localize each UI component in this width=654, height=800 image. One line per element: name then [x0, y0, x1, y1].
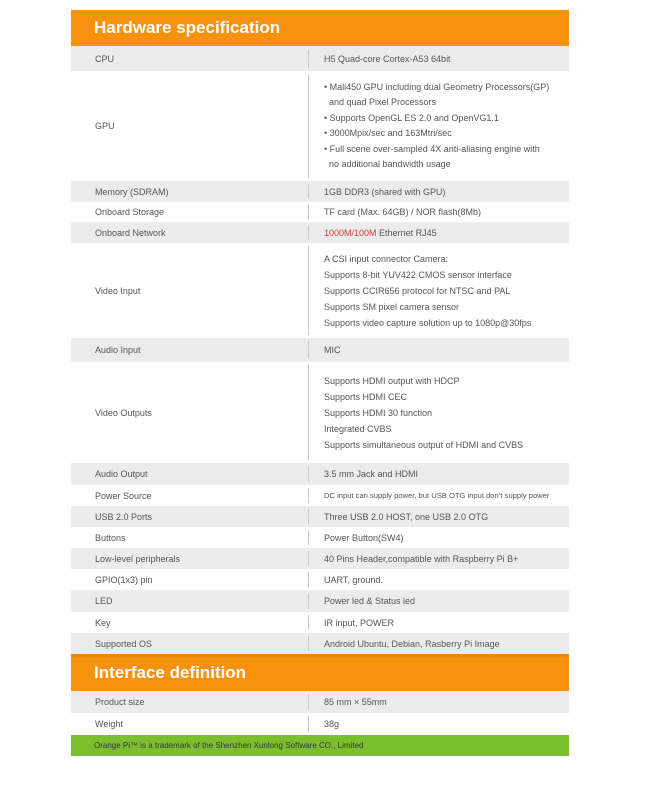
spec-value-text: MIC	[324, 345, 341, 355]
spec-line: Integrated CVBS	[324, 423, 392, 434]
spec-value	[309, 569, 569, 590]
spec-value-text: 3.5 mm Jack and HDMI	[324, 469, 419, 479]
spec-row-supported-os	[71, 633, 569, 654]
spec-label: Memory (SDRAM)	[95, 186, 169, 197]
spec-value-text: 38g	[324, 719, 340, 729]
spec-label: Low-level peripherals	[95, 553, 181, 564]
spec-row-weight	[71, 713, 569, 735]
spec-line: • Mali450 GPU including dual Geometry Processors(GP)	[324, 81, 550, 92]
spec-value	[309, 527, 569, 548]
spec-value	[309, 713, 569, 735]
spec-line: Supports 8-bit YUV422 CMOS sensor interface	[324, 269, 512, 280]
spec-label: Video Input	[95, 285, 141, 296]
spec-label: USB 2.0 Ports	[95, 511, 153, 522]
spec-value	[309, 362, 569, 463]
spec-line: Supports HDMI 30 function	[324, 407, 433, 418]
spec-value	[309, 612, 569, 633]
spec-label: Buttons	[95, 532, 126, 543]
spec-row-memory	[71, 181, 569, 202]
spec-value-text: IR input, POWER	[324, 617, 395, 628]
spec-label: Weight	[95, 719, 123, 729]
spec-row-cpu	[71, 46, 569, 71]
spec-row-audio-input	[71, 338, 569, 362]
spec-value	[309, 243, 569, 338]
spec-line: Supports CCIR656 protocol for NTSC and PAL	[324, 285, 511, 296]
spec-value	[309, 590, 569, 612]
spec-label: Key	[95, 617, 111, 628]
spec-value-text: 85 mm × 55mm	[324, 697, 387, 707]
spec-label: Supported OS	[95, 638, 153, 649]
spec-label: Power Source	[95, 490, 152, 501]
spec-row-low-level-peripherals	[71, 548, 569, 569]
spec-label: GPU	[95, 121, 115, 131]
spec-label: LED	[95, 596, 113, 606]
spec-line: and quad Pixel Processors	[324, 97, 437, 107]
spec-value	[309, 71, 569, 181]
spec-value	[309, 691, 569, 713]
spec-line: • 3000Mpix/sec and 163Mtri/sec	[324, 128, 452, 138]
spec-row-usb	[71, 506, 569, 527]
spec-line: Supports video capture solution up to 1080p@30fps	[324, 317, 532, 328]
spec-row-gpu	[71, 71, 569, 181]
trademark-footer: Orange Pi™ is a trademark of the Shenzhen Xunlong Software CO., Limited	[71, 735, 569, 756]
spec-row-gpio	[71, 569, 569, 590]
spec-value-text: UART, ground.	[324, 574, 383, 585]
interface-definition-header: Interface definition	[71, 654, 569, 691]
spec-value-text: DC input can supply power, but USB OTG input don’t supply power	[324, 490, 550, 500]
spec-row-key	[71, 612, 569, 633]
spec-row-video-input	[71, 243, 569, 338]
spec-value-text: Three USB 2.0 HOST, one USB 2.0 OTG	[324, 511, 489, 522]
spec-value	[309, 222, 569, 243]
spec-sheet	[71, 10, 569, 756]
spec-label: Audio Output	[95, 469, 148, 479]
spec-row-buttons	[71, 527, 569, 548]
spec-row-product-size	[71, 691, 569, 713]
spec-value	[309, 338, 569, 362]
spec-value-text: Power led & Status led	[324, 596, 416, 606]
spec-row-network	[71, 222, 569, 243]
spec-row-storage	[71, 202, 569, 222]
spec-value-text	[324, 225, 569, 241]
spec-line: Supports HDMI CEC	[324, 391, 408, 402]
hardware-spec-header: Hardware specification	[71, 10, 569, 46]
spec-line: no additional bandwidth usage	[324, 159, 451, 169]
spec-value-text: 40 Pins Header,compatible with Raspberry Pi B+	[324, 553, 519, 564]
spec-line: Supports SM pixel camera sensor	[324, 301, 460, 312]
spec-label: Onboard Network	[95, 227, 166, 238]
spec-value	[309, 463, 569, 485]
spec-value-text: Power Button(SW4)	[324, 532, 404, 543]
spec-value-text: Android Ubuntu, Debian, Rasberry Pi Image	[324, 638, 500, 649]
spec-line: • Full scene over-sampled 4X anti-aliasing engine with	[324, 143, 540, 154]
spec-label: Product size	[95, 697, 145, 707]
spec-value	[309, 548, 569, 569]
spec-row-video-outputs	[71, 362, 569, 463]
spec-row-audio-output	[71, 463, 569, 485]
spec-value-text: 1GB DDR3 (shared with GPU)	[324, 186, 446, 197]
spec-value	[309, 46, 569, 71]
spec-label: Onboard Storage	[95, 207, 165, 217]
spec-line: • Supports OpenGL ES 2.0 and OpenVG1.1	[324, 112, 499, 123]
spec-value	[309, 181, 569, 202]
spec-label: CPU	[95, 53, 115, 64]
spec-value	[309, 485, 569, 506]
spec-line: Supports HDMI output with HDCP	[324, 375, 460, 386]
network-type: Ethernet RJ45	[376, 227, 437, 238]
spec-label: GPIO(1x3) pin	[95, 574, 153, 585]
speed-highlight: 1000M/100M	[324, 227, 377, 238]
spec-line: A CSI input connector Camera:	[324, 253, 449, 264]
spec-row-led	[71, 590, 569, 612]
spec-row-power	[71, 485, 569, 506]
spec-label: Audio Input	[95, 345, 141, 355]
spec-line: Supports simultaneous output of HDMI and CVBS	[324, 439, 524, 450]
spec-value	[309, 506, 569, 527]
spec-label: Video Outputs	[95, 407, 152, 418]
spec-value	[309, 202, 569, 222]
spec-value	[309, 633, 569, 654]
spec-value-text: TF card (Max. 64GB) / NOR flash(8Mb)	[324, 207, 482, 217]
spec-value-text: H5 Quad-core Cortex-A53 64bit	[324, 53, 451, 64]
